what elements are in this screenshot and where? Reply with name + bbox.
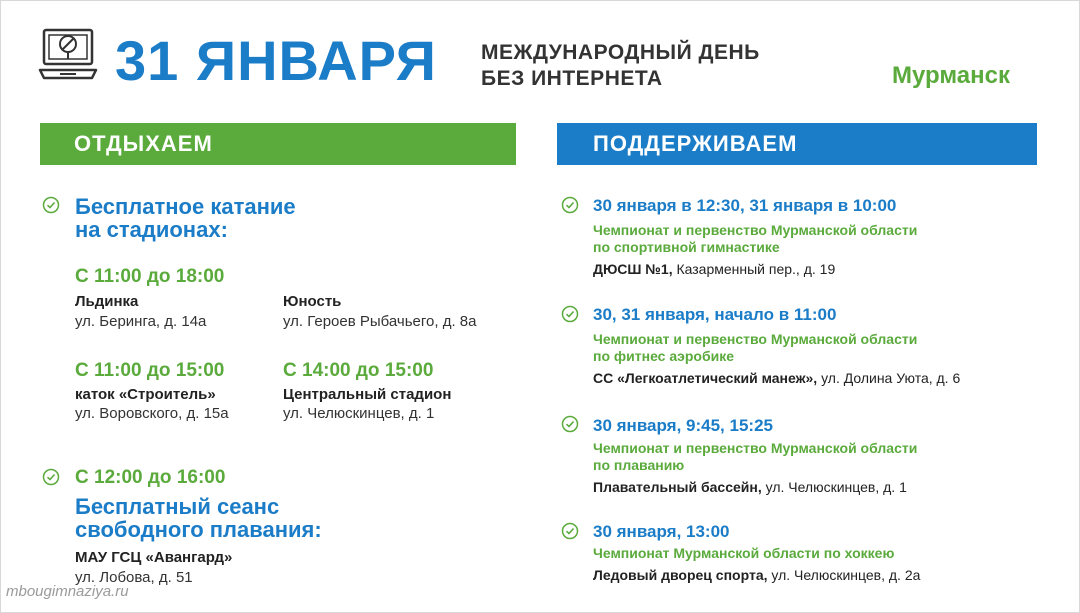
event-date: 30 января в 12:30, 31 января в 10:00 (593, 196, 897, 215)
venue-address: ул. Челюскинцев, д. 1 (283, 405, 435, 422)
event-title-line-2: по фитнес аэробике (593, 348, 735, 364)
page-title-date: 31 ЯНВАРЯ (115, 29, 437, 92)
venue-name: Льдинка (75, 293, 139, 310)
swimming-title-line-2: свободного плавания: (75, 517, 322, 542)
check-circle-icon (42, 468, 60, 486)
subtitle-line-2: БЕЗ ИНТЕРНЕТА (481, 67, 663, 90)
event-place-name: Ледовый дворец спорта, (593, 567, 768, 583)
venue-name: Центральный стадион (283, 386, 452, 403)
venue-address: ул. Воровского, д. 15а (75, 405, 229, 422)
event-place-address: Казарменный пер., д. 19 (672, 261, 836, 277)
event-date: 30, 31 января, начало в 11:00 (593, 305, 837, 324)
swimming-time: С 12:00 до 16:00 (75, 467, 226, 488)
event-title-line-2: по спортивной гимнастике (593, 239, 780, 255)
event-place (593, 261, 835, 277)
subtitle-line-1: МЕЖДУНАРОДНЫЙ ДЕНЬ (481, 41, 760, 64)
event-place-address: ул. Долина Уюта, д. 6 (817, 370, 961, 386)
event-title-line-1: Чемпионат и первенство Мурманской области (593, 440, 918, 456)
laptop-no-internet-icon (38, 28, 98, 86)
skating-time-1: С 11:00 до 18:00 (75, 266, 225, 287)
venue-address: ул. Героев Рыбачьего, д. 8а (283, 313, 477, 330)
city-label: Мурманск (892, 62, 1011, 89)
venue-address: ул. Беринга, д. 14а (75, 313, 207, 330)
watermark: mbougimnaziya.ru (6, 583, 129, 600)
event-place-address: ул. Челюскинцев, д. 1 (761, 479, 907, 495)
event-title-line-1: Чемпионат Мурманской области по хоккею (593, 545, 895, 561)
skating-title-line-2: на стадионах: (75, 217, 228, 242)
venue-address: ул. Лобова, д. 51 (75, 569, 193, 586)
event-title-line-1: Чемпионат и первенство Мурманской области (593, 222, 918, 238)
skating-time-2: С 11:00 до 15:00 (75, 360, 225, 381)
swimming-title-line-1: Бесплатный сеанс (75, 494, 280, 519)
event-date: 30 января, 9:45, 15:25 (593, 416, 773, 435)
event-title-line-2: по плаванию (593, 457, 685, 473)
event-place (593, 479, 907, 495)
check-circle-icon (561, 415, 579, 433)
event-place-name: Плавательный бассейн, (593, 479, 762, 495)
check-circle-icon (561, 305, 579, 323)
section-bar-support: ПОДДЕРЖИВАЕМ (557, 123, 1037, 165)
check-circle-icon (561, 522, 579, 540)
event-date: 30 января, 13:00 (593, 522, 730, 541)
skating-time-3: С 14:00 до 15:00 (283, 360, 434, 381)
venue-name: каток «Строитель» (75, 386, 216, 403)
event-place-address: ул. Челюскинцев, д. 2а (767, 567, 921, 583)
event-subtitle (481, 40, 760, 92)
check-circle-icon (561, 196, 579, 214)
event-place (593, 567, 920, 583)
event-place (593, 370, 960, 386)
event-place-name: СС «Легкоатлетический манеж», (593, 370, 818, 386)
skating-title-line-1: Бесплатное катание (75, 194, 296, 219)
check-circle-icon (42, 196, 60, 214)
venue-name: Юность (283, 293, 342, 310)
event-title-line-1: Чемпионат и первенство Мурманской области (593, 331, 918, 347)
event-place-name: ДЮСШ №1, (593, 261, 673, 277)
section-bar-rest: ОТДЫХАЕМ (40, 123, 516, 165)
venue-name: МАУ ГСЦ «Авангард» (75, 549, 233, 566)
